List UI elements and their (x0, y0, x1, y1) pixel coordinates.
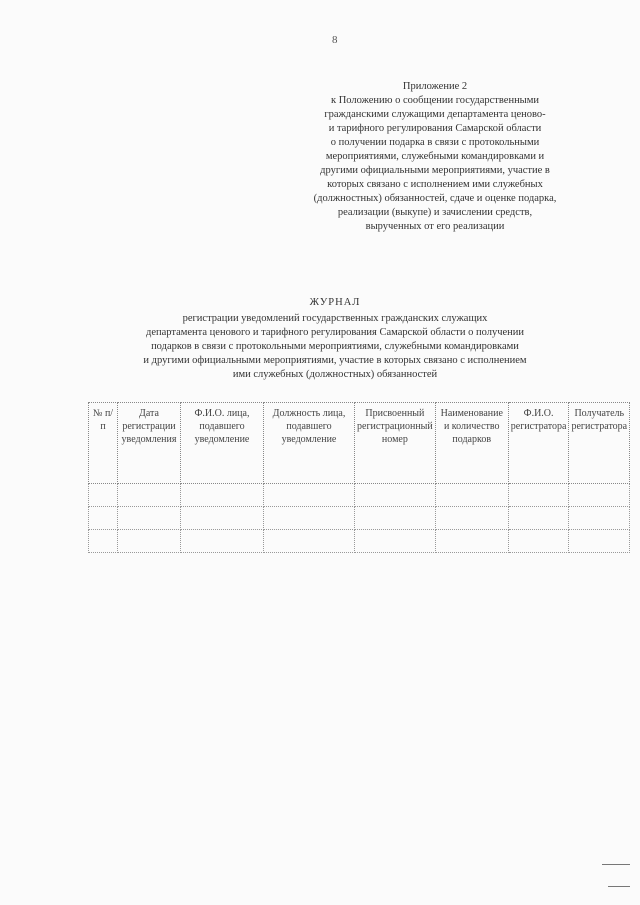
table-cell (181, 484, 264, 507)
appendix-line: мероприятиями, служебными командировками и (325, 151, 545, 162)
table-cell (181, 530, 264, 553)
table-cell (435, 530, 508, 553)
table-row (89, 484, 630, 507)
table-row (89, 507, 630, 530)
table-cell (569, 484, 630, 507)
journal-title: ЖУРНАЛ (309, 297, 361, 308)
table-cell (118, 530, 181, 553)
table-cell (508, 530, 569, 553)
table-cell (508, 507, 569, 530)
table-cell (355, 484, 436, 507)
journal-line: ими служебных (должностных) обязанностей (232, 369, 438, 380)
scan-mark (608, 886, 630, 887)
journal-line: подарков в связи с протокольными мероприятиями, служебными командировками (151, 341, 519, 352)
journal-line: регистрации уведомлений государственных гражданских служащих (182, 313, 488, 324)
appendix-line: и тарифного регулирования Самарской области (328, 123, 542, 134)
page-number: 8 (332, 34, 338, 46)
column-header-reg-number: Присвоенный регистрационный номер (355, 403, 436, 484)
table-cell (118, 484, 181, 507)
table-cell (435, 484, 508, 507)
table-cell (264, 507, 355, 530)
appendix-line: вырученных от его реализации (365, 221, 505, 232)
appendix-line: гражданскими служащими департамента ценово- (324, 109, 546, 120)
table-cell (355, 507, 436, 530)
appendix-block (270, 80, 600, 234)
table-cell (89, 484, 118, 507)
journal-heading (70, 296, 600, 382)
table-cell (264, 530, 355, 553)
table-cell (355, 530, 436, 553)
column-header-date: Дата регистрации уведомления (118, 403, 181, 484)
table-cell (118, 507, 181, 530)
scan-mark (602, 864, 630, 865)
journal-line: департамента ценового и тарифного регулирования Самарской области о получении (145, 327, 524, 338)
column-header-name: Ф.И.О. лица, подавшего уведомление (181, 403, 264, 484)
appendix-line: другими официальными мероприятиями, участие в (320, 165, 550, 176)
column-header-registrar: Ф.И.О. регистратора (508, 403, 569, 484)
appendix-line: которых связано с исполнением ими служебных (327, 179, 543, 190)
column-header-position: Должность лица, подавшего уведомление (264, 403, 355, 484)
journal-line: и другими официальными мероприятиями, участие в которых связано с исполнением (143, 355, 527, 366)
appendix-title: Приложение 2 (402, 81, 468, 92)
table-cell (569, 530, 630, 553)
register-table (88, 402, 630, 553)
table-header-row (89, 403, 630, 484)
table-cell (435, 507, 508, 530)
table-cell (569, 507, 630, 530)
column-header-number: № п/п (89, 403, 118, 484)
table-cell (89, 530, 118, 553)
table-cell (264, 484, 355, 507)
column-header-gift: Наименование и количество подарков (435, 403, 508, 484)
table-cell (508, 484, 569, 507)
table-cell (181, 507, 264, 530)
table-cell (89, 507, 118, 530)
table-row (89, 530, 630, 553)
appendix-line: к Положению о сообщении государственными (330, 95, 540, 106)
appendix-line: (должностных) обязанностей, сдаче и оценке подарка, (313, 193, 557, 204)
appendix-line: реализации (выкупе) и зачислении средств, (337, 207, 533, 218)
appendix-line: о получении подарка в связи с протокольными (330, 137, 540, 148)
column-header-recipient: Получатель регистратора (569, 403, 630, 484)
